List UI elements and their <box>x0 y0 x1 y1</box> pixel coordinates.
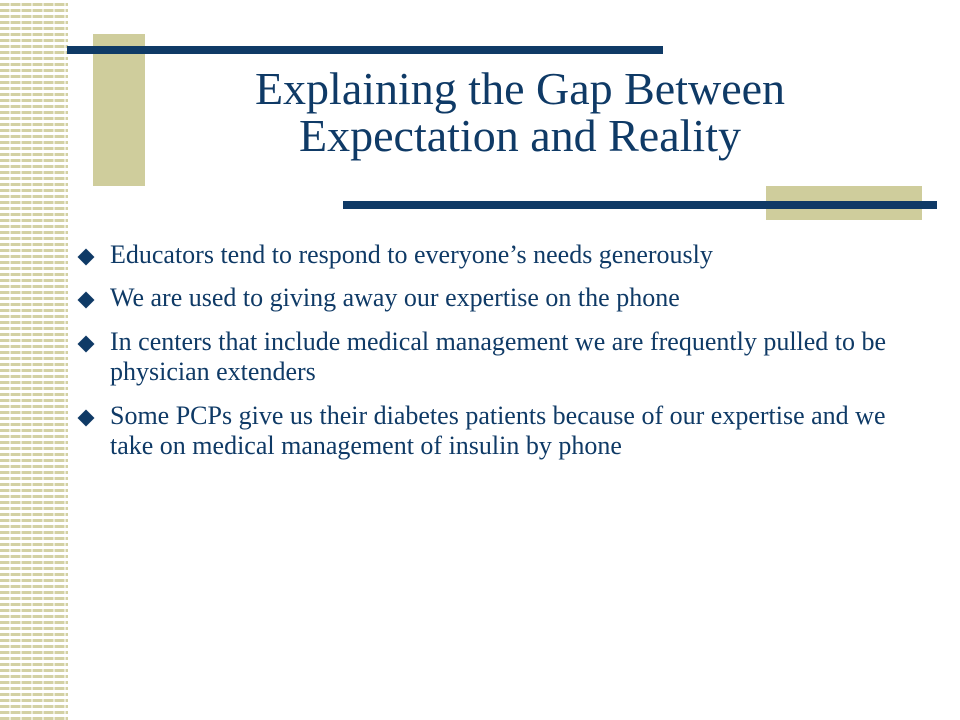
slide-title-line-2: Expectation and Reality <box>299 109 741 161</box>
bullet-text: Educators tend to respond to everyone’s needs generously <box>110 240 713 269</box>
accent-block-top <box>93 34 145 186</box>
bullet-item <box>80 283 920 313</box>
bullet-item <box>80 240 920 270</box>
bullet-text: Some PCPs give us their diabetes patients because of our expertise and we take on medical management of insulin by phone <box>110 400 886 461</box>
bullet-text: We are used to giving away our expertise on the phone <box>110 283 680 313</box>
diamond-bullet-icon <box>78 249 95 266</box>
striped-margin <box>0 0 68 720</box>
bullet-item <box>80 327 920 388</box>
bullet-item <box>80 401 920 462</box>
diamond-bullet-icon <box>78 292 95 309</box>
diamond-bullet-icon <box>78 409 95 426</box>
slide-title-line-1: Explaining the Gap Between <box>254 63 786 114</box>
bullet-text: In centers that include medical management we are frequently pulled to be physician extenders <box>110 326 887 387</box>
title-rule-top <box>67 46 663 54</box>
bullet-list <box>80 240 920 474</box>
diamond-bullet-icon <box>78 335 95 352</box>
slide-title <box>150 63 890 161</box>
title-rule-bottom <box>343 201 937 209</box>
